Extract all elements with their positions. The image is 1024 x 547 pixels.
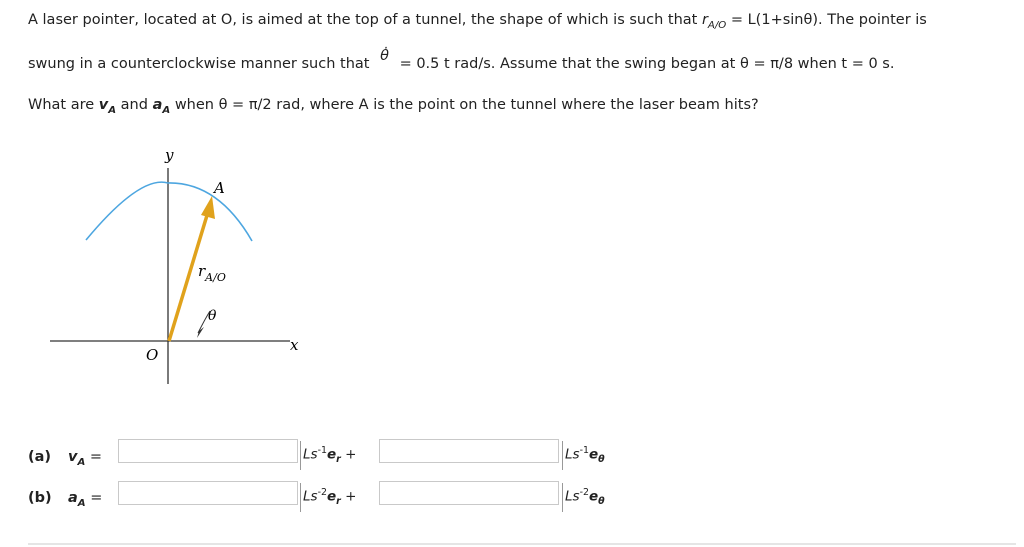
answer-a-label: (a) — [28, 449, 52, 465]
acceleration-symbol: $a_A$ — [152, 97, 171, 116]
answer-b-label: (b) — [28, 490, 52, 506]
bottom-divider — [28, 543, 1016, 545]
problem-line-1-text: A laser pointer, located at O, is aimed at the top of a tunnel, the shape of which is such that — [28, 12, 698, 28]
origin-label: O — [146, 346, 159, 364]
laser-arrowhead-icon — [201, 196, 215, 219]
velocity-theta-input[interactable] — [379, 439, 559, 463]
acceleration-theta-input[interactable] — [379, 481, 559, 505]
velocity-symbol: $v_A$ — [98, 97, 117, 116]
r-vector-label: $r_{A/O}$ — [198, 262, 226, 284]
acceleration-theta-unit: $Ls^{-2}e_\theta$ — [562, 483, 605, 512]
acceleration-r-unit: $Ls^{-2}e_r$ + — [300, 483, 356, 512]
answer-a-var: $v_A$ = — [68, 449, 103, 468]
question-start: What are — [28, 97, 95, 113]
y-axis-label: y — [165, 146, 174, 164]
r-equation: = L(1+sinθ). The pointer is — [730, 12, 927, 28]
theta-dot-symbol: θ̇ — [380, 48, 389, 64]
theta-label: θ — [208, 308, 217, 324]
acceleration-r-input[interactable] — [118, 481, 298, 505]
problem-line-2-start: swung in a counterclockwise manner such that — [28, 56, 370, 72]
r-symbol: $r_{A/O}$ — [701, 12, 727, 31]
velocity-theta-unit: $Ls^{-1}e_\theta$ — [562, 441, 605, 470]
question-end: when θ = π/2 rad, where A is the point on the tunnel where the laser beam hits? — [174, 97, 759, 113]
x-axis-label: x — [290, 336, 299, 354]
velocity-r-input[interactable] — [118, 439, 298, 463]
problem-line-2-end: = 0.5 t rad/s. Assume that the swing began at θ = π/8 when t = 0 s. — [399, 56, 895, 72]
velocity-r-unit: $Ls^{-1}e_r$ + — [300, 441, 356, 470]
point-a-label: A — [214, 179, 225, 197]
and-word: and — [120, 97, 148, 113]
answer-b-var: $a_A$ = — [68, 490, 103, 509]
tunnel-arc — [86, 182, 252, 241]
